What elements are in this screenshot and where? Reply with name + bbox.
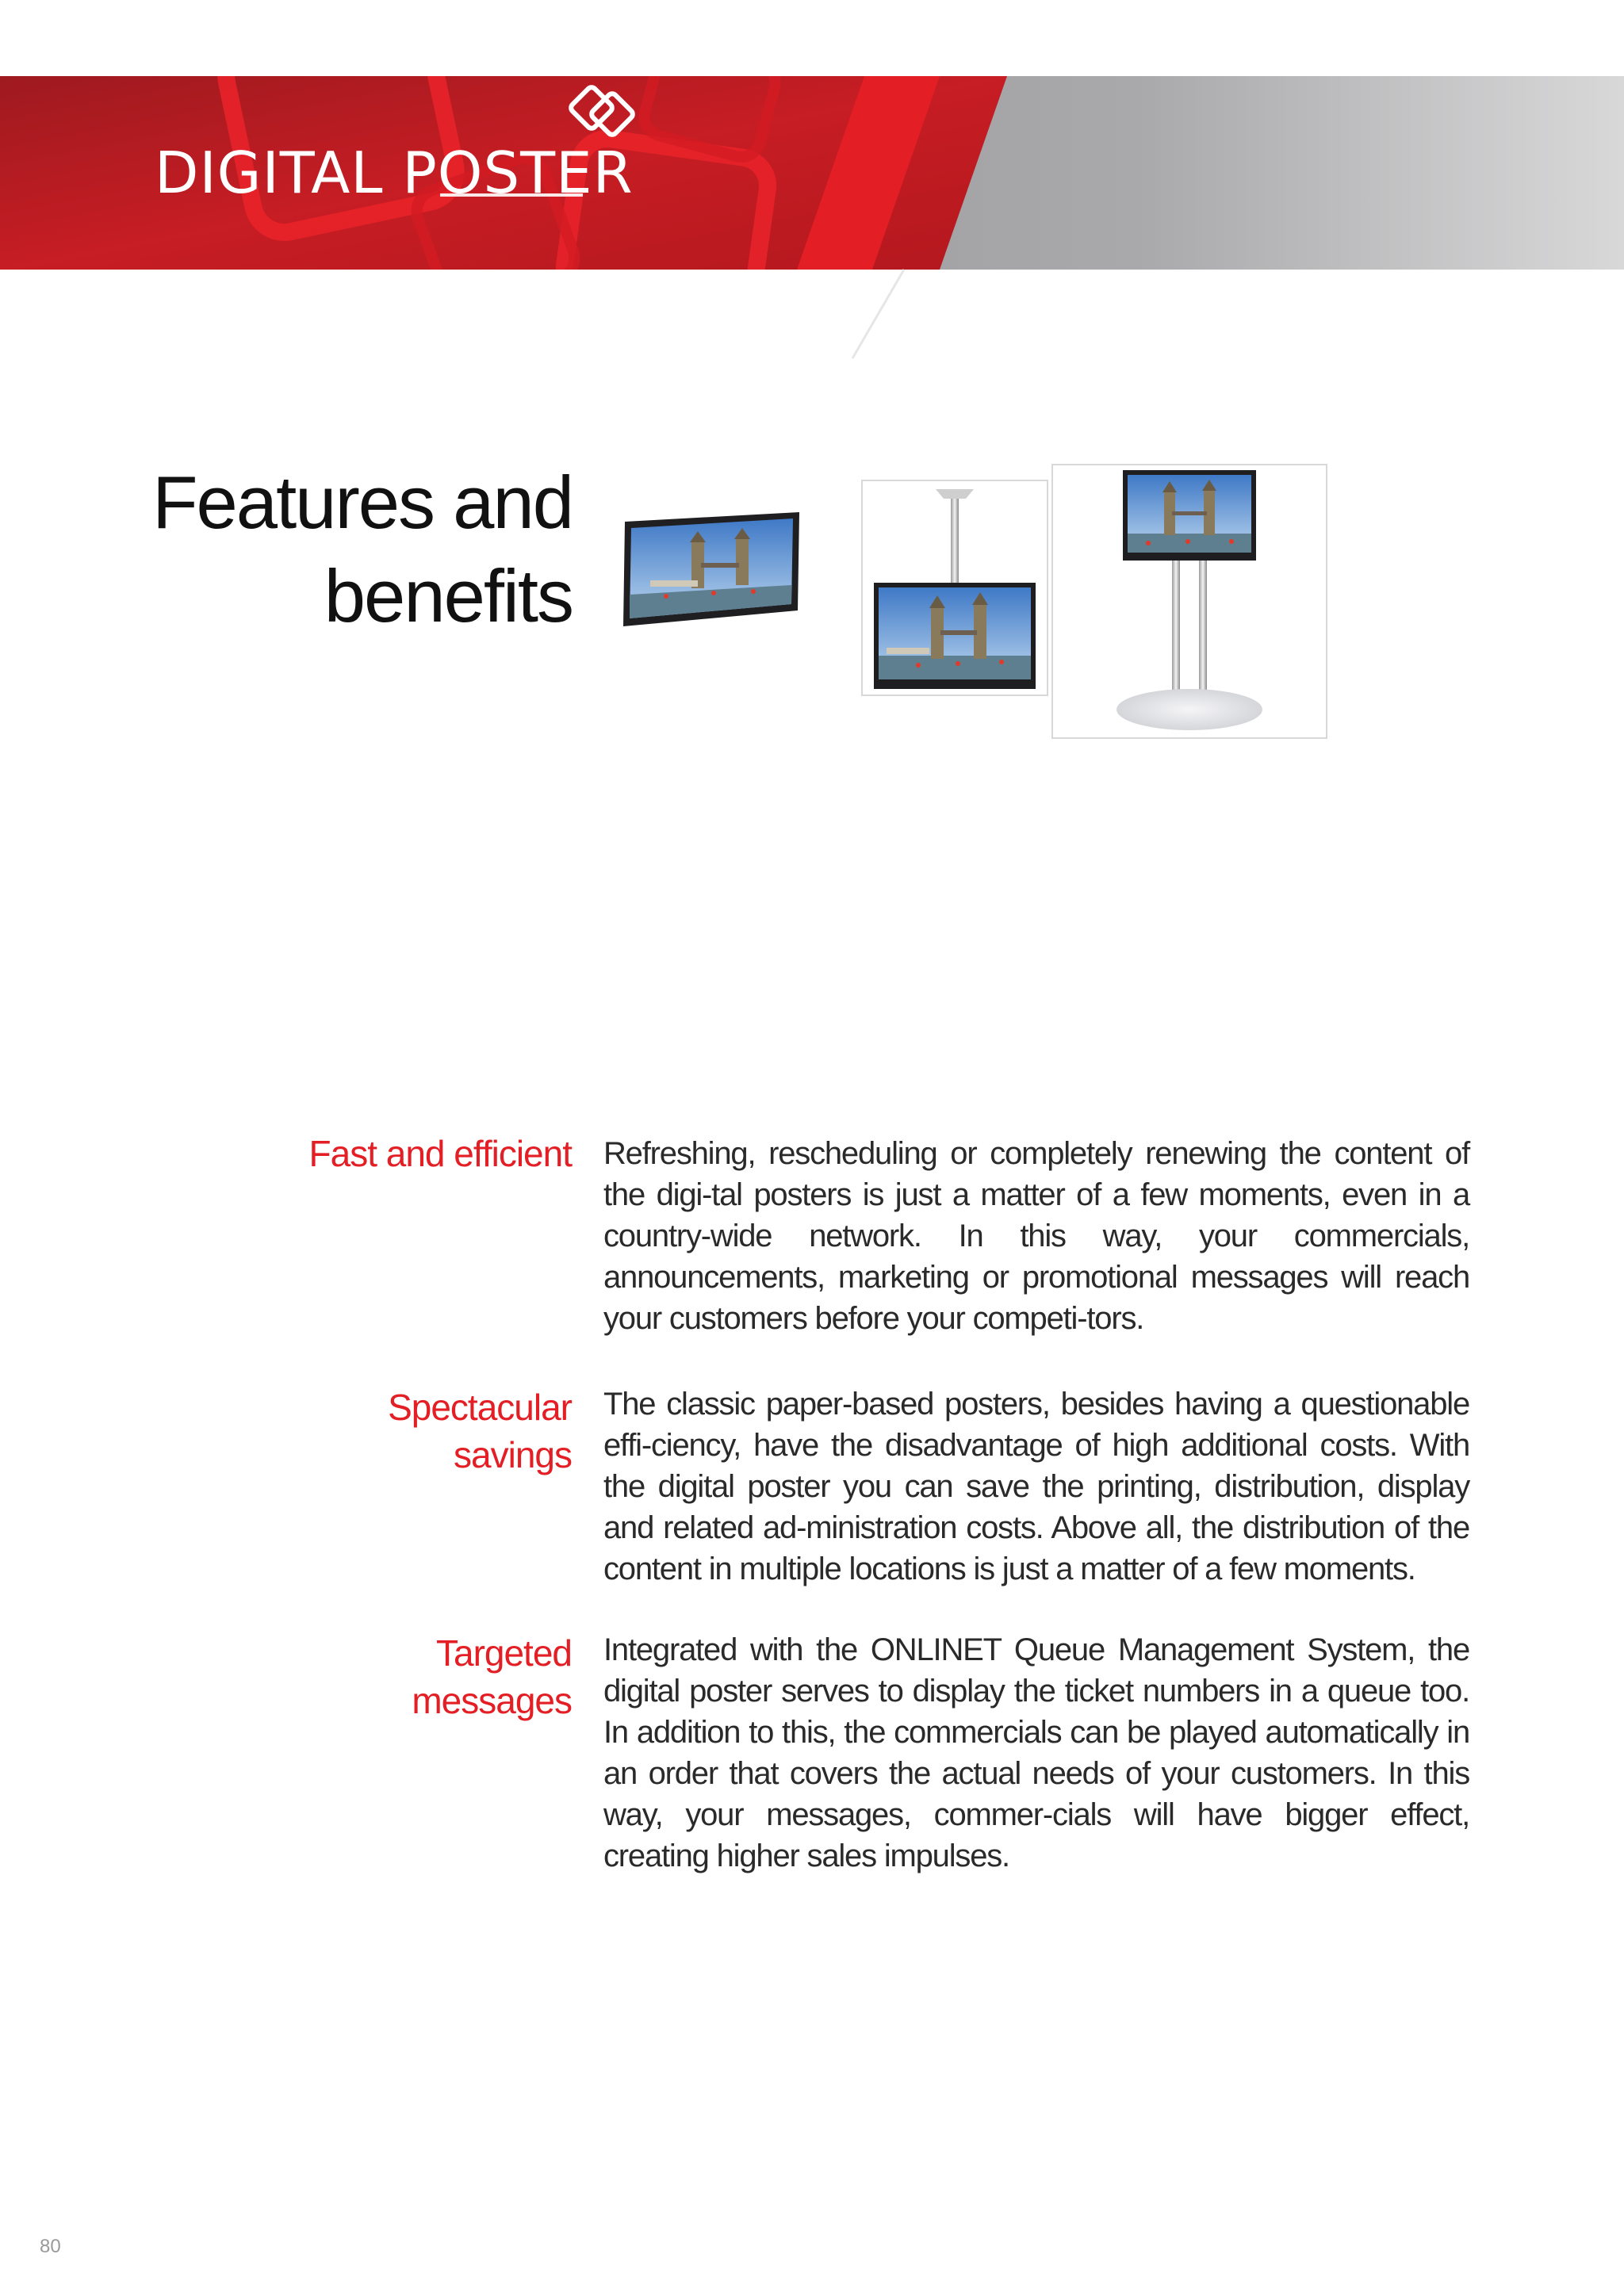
feature-label	[270, 1130, 572, 1177]
feature-label-line: savings	[454, 1434, 572, 1475]
feature-label-line: Spectacular	[388, 1387, 572, 1428]
section-title	[97, 456, 573, 643]
floor-stand-display-image	[1051, 464, 1327, 739]
feature-description: Refreshing, rescheduling or completely renewing the content of the digi-tal posters is just a matter of a few moments, even in a country-wide network. In this way, your commercials, announcements, marketing or promotional messages will reach your customers before your competi-tors.	[603, 1136, 1469, 1336]
feature-label-line: Fast and efficient	[308, 1133, 572, 1174]
feature-label	[270, 1629, 572, 1724]
ceiling-display-image	[861, 480, 1048, 696]
page-header-title: DIGITAL POSTER	[155, 140, 634, 206]
feature-label	[270, 1383, 572, 1479]
decorative-line	[0, 0, 1624, 396]
feature-label-line: messages	[412, 1680, 572, 1721]
wall-display-image	[619, 507, 805, 634]
feature-label-line: Targeted	[435, 1632, 572, 1674]
feature-description: The classic paper-based posters, besides having a questionable effi-ciency, have the disadvantage of high additional costs. With the digital poster you can save the printing, distribution, display and related ad-ministration costs. Above all, the distribution of the content in multiple locations is just a matter of a few moments.	[603, 1387, 1469, 1586]
page-number: 80	[40, 2236, 61, 2257]
section-title-line-1: Features and	[152, 461, 573, 544]
section-title-line-2: benefits	[324, 554, 573, 637]
feature-description: Integrated with the ONLINET Queue Management System, the digital poster serves to display the ticket numbers in a queue too. In addition to this, the commercials can be played automatically in an order that covers the actual needs of your customers. In this way, your messages, commer-cials will have bigger effect, creating higher sales impulses.	[603, 1632, 1469, 1873]
